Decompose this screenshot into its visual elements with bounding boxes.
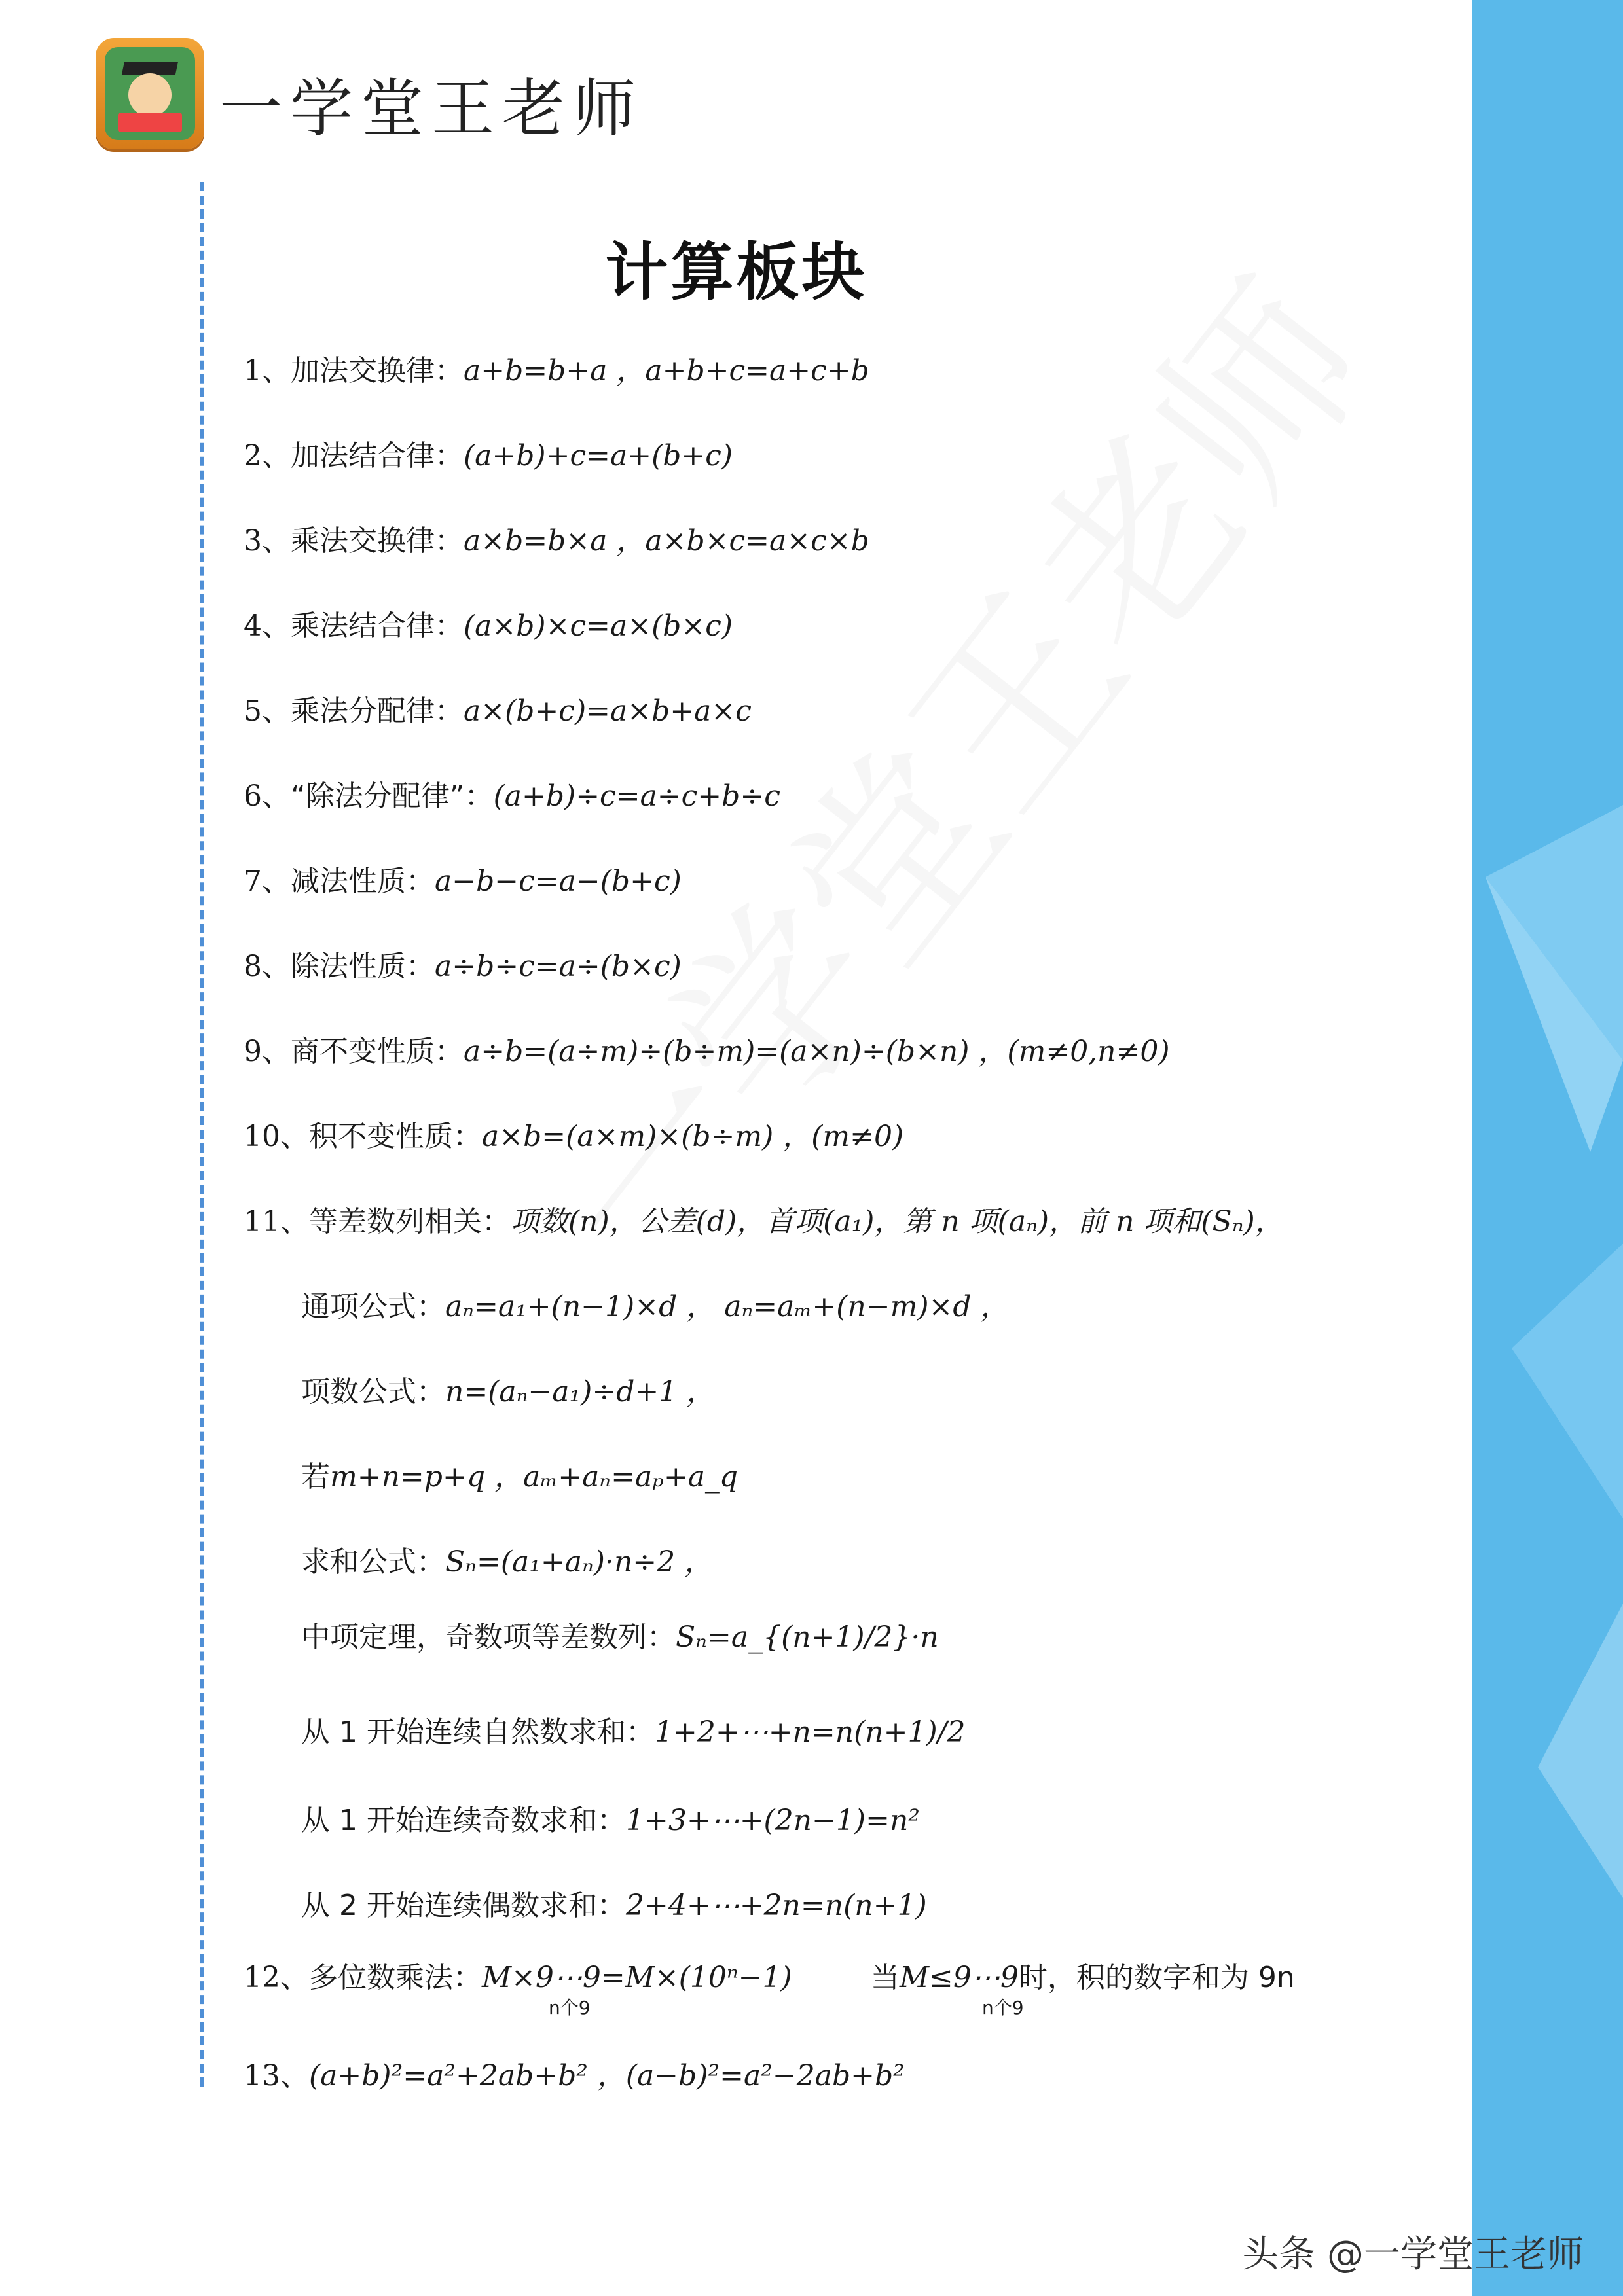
decorative-side-band <box>1472 0 1623 2296</box>
sequence-row-3: 若m+n=p+q ，aₘ+aₙ=aₚ+a_q <box>301 1460 739 1494</box>
formula-row-11: 11、等差数列相关：项数(n)，公差(d)，首项(a₁)，第 n 项(aₙ)，前 n 项和(Sₙ)， <box>244 1205 1284 1238</box>
formula-row-6: 6、“除法分配律”：(a+b)÷c=a÷c+b÷c <box>244 780 780 813</box>
formula-row-7: 7、减法性质：a−b−c=a−(b+c) <box>244 865 682 898</box>
sequence-row-4: 求和公式：Sₙ=(a₁+aₙ)·n÷2 ， <box>301 1545 714 1579</box>
brand-name: 一学堂王老师 <box>219 72 644 145</box>
formula-row-8: 8、除法性质：a÷b÷c=a÷(b×c) <box>244 950 682 983</box>
sequence-row-6: 从 1 开始连续自然数求和：1+2+⋯+n=n(n+1)/2 <box>301 1715 966 1749</box>
formula-row-4: 4、乘法结合律：(a×b)×c=a×(b×c) <box>244 609 733 643</box>
formula-row-10: 10、积不变性质：a×b=(a×m)×(b÷m) ，(m≠0) <box>244 1120 904 1153</box>
formula-row-13: 13、(a+b)²=a²+2ab+b² ，(a−b)²=a²−2ab+b² <box>244 2059 905 2092</box>
page-title: 计算板块 <box>605 236 867 309</box>
formula-row-12: 12、多位数乘法：M×9⋯9=M×(10ⁿ−1) <box>244 1961 792 1994</box>
sequence-row-2: 项数公式：n=(aₙ−a₁)÷d+1 ， <box>301 1375 716 1408</box>
formula-row-9: 9、商不变性质：a÷b=(a÷m)÷(b÷m)=(a×n)÷(b×n) ，(m≠0,n≠0) <box>244 1035 1170 1068</box>
sequence-row-5: 中项定理，奇数项等差数列：Sₙ=a_{(n+1)/2}·n <box>301 1621 939 1654</box>
brace-note-left: n个9 <box>549 1997 591 2018</box>
formula-row-1: 1、加法交换律：a+b=b+a ，a+b+c=a+c+b <box>244 354 869 387</box>
sequence-row-8: 从 2 开始连续偶数求和：2+4+⋯+2n=n(n+1) <box>301 1889 927 1922</box>
footer-credit: 头条 @一学堂王老师 <box>1242 2233 1584 2276</box>
formula-row-2: 2、加法结合律：(a+b)+c=a+(b+c) <box>244 439 733 473</box>
formula-row-3: 3、乘法交换律：a×b=b×a ，a×b×c=a×c×b <box>244 524 869 558</box>
formula-row-12-condition: 当M≤9⋯9时，积的数字和为 9n <box>871 1961 1295 1994</box>
sequence-row-7: 从 1 开始连续奇数求和：1+3+⋯+(2n−1)=n² <box>301 1804 920 1837</box>
dashed-divider <box>200 182 204 2087</box>
brace-note-right: n个9 <box>982 1997 1024 2018</box>
brand-logo <box>96 38 204 149</box>
formula-row-5: 5、乘法分配律：a×(b+c)=a×b+a×c <box>244 694 752 728</box>
sequence-row-1: 通项公式：aₙ=a₁+(n−1)×d ， aₙ=aₘ+(n−m)×d ， <box>301 1290 1010 1323</box>
teacher-reading-book-icon <box>105 47 195 140</box>
